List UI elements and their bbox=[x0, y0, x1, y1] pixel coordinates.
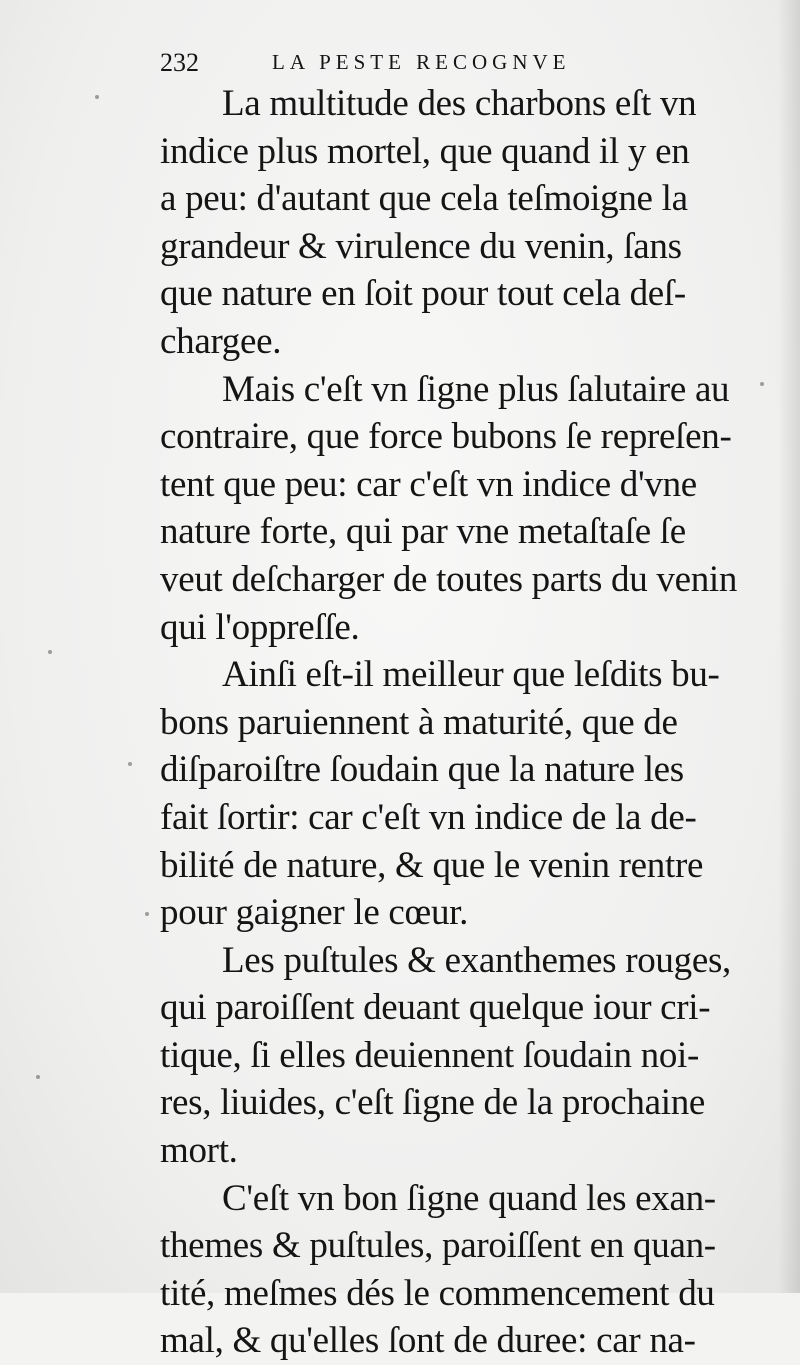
page-header bbox=[160, 44, 680, 84]
paper-speck bbox=[145, 912, 149, 916]
body-text bbox=[160, 80, 760, 1365]
paper-speck bbox=[128, 762, 132, 766]
text-line: C'eſt vn bon ſigne quand les exan- bbox=[222, 1177, 716, 1219]
text-line: Mais c'eſt vn ſigne plus ſalutaire au bbox=[222, 368, 730, 410]
page-edge-shadow bbox=[778, 0, 800, 1293]
text-line: tent que peu: car c'eſt vn indice d'vne bbox=[160, 463, 697, 505]
text-line: res, liuides, c'eſt ſigne de la prochaine bbox=[160, 1082, 706, 1124]
text-line: tique, ſi elles deuiennent ſoudain noi- bbox=[160, 1034, 700, 1076]
paper-speck bbox=[36, 1075, 40, 1079]
text-line: Ainſi eſt-il meilleur que leſdits bu- bbox=[222, 654, 720, 696]
text-line: tité, meſmes dés le commencement du bbox=[160, 1272, 715, 1314]
running-head: LA PESTE RECOGNVE bbox=[272, 50, 571, 74]
text-line: grandeur & virulence du venin, ſans bbox=[160, 225, 682, 267]
text-line: themes & puſtules, paroiſſent en quan- bbox=[160, 1225, 716, 1267]
text-line: diſparoiſtre ſoudain que la nature les bbox=[160, 749, 684, 791]
text-line: indice plus mortel, que quand il y en bbox=[160, 130, 690, 172]
text-line: qui paroiſſent deuant quelque iour cri- bbox=[160, 987, 711, 1029]
text-line: a peu: d'autant que cela teſmoigne la bbox=[160, 178, 688, 220]
text-line: contraire, que force bubons ſe repreſen- bbox=[160, 416, 732, 458]
text-line: bons paruiennent à maturité, que de bbox=[160, 701, 678, 743]
text-line: mal, & qu'elles ſont de duree: car na- bbox=[160, 1320, 696, 1362]
text-line: nature forte, qui par vne metaſtaſe ſe bbox=[160, 511, 686, 553]
paper-speck bbox=[760, 382, 764, 386]
paper-speck bbox=[48, 650, 52, 654]
text-line: chargee. bbox=[160, 320, 282, 362]
text-line: La multitude des charbons eſt vn bbox=[222, 83, 697, 124]
text-line: Les puſtules & exanthemes rouges, bbox=[222, 939, 732, 981]
page-number: 232 bbox=[160, 48, 199, 77]
text-line: bilité de nature, & que le venin rentre bbox=[160, 844, 704, 886]
paper-speck bbox=[95, 95, 99, 99]
text-line: fait ſortir: car c'eſt vn indice de la de- bbox=[160, 796, 697, 838]
text-line: que nature en ſoit pour tout cela deſ- bbox=[160, 273, 686, 315]
text-line: mort. bbox=[160, 1130, 238, 1172]
text-line: pour gaigner le cœur. bbox=[160, 892, 469, 934]
text-line: qui l'oppreſſe. bbox=[160, 606, 360, 648]
text-line: veut deſcharger de toutes parts du venin bbox=[160, 558, 738, 600]
